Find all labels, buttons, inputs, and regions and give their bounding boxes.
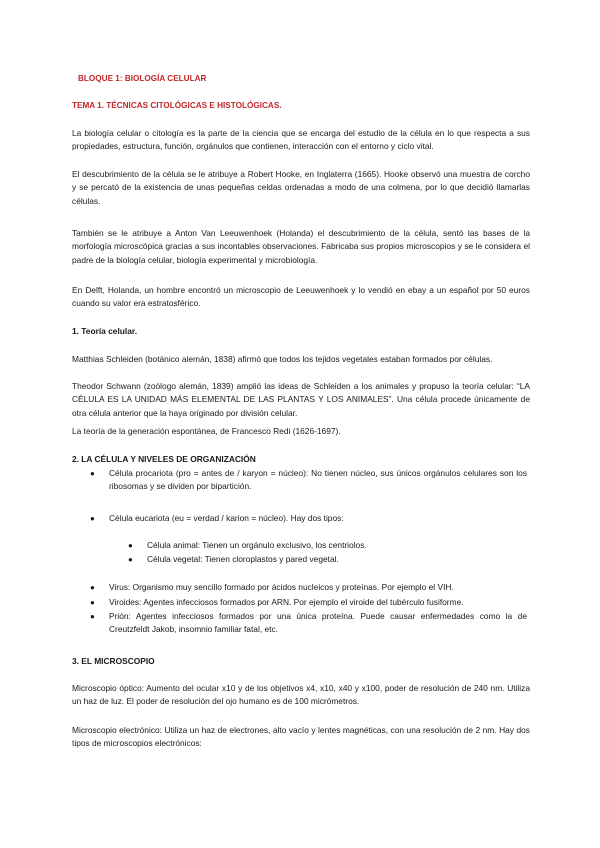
electronico-paragraph: Microscopio electrónico: Utiliza un haz de electrones, alto vacío y lentes magnéticas, con una resolución de 2 nm. Hay dos tipos de microscopios electrónicos: [72, 725, 530, 749]
procariota-text: Célula procariota (pro = antes de / karyon = núcleo): No tienen núcleo, sus únicos orgánulos celulares son los ribosomas y se dividen por bipartición. [109, 468, 527, 492]
block-title: BLOQUE 1: BIOLOGÍA CELULAR [78, 74, 207, 83]
list-item [90, 596, 527, 609]
prion-text: Prión: Agentes infecciosos formados por una única proteína. Puede causar enfermedades como la de Creutzfeldt Jakob, insomnio familiar fatal, etc. [109, 611, 527, 635]
bullet-icon: ● [90, 598, 95, 607]
leeuwenhoek-paragraph: También se le atribuye a Anton Van Leeuwenhoek (Holanda) el descubrimiento de la célula, sentó las bases de la morfología microscópica gracias a sus incontables observaciones. Fabricaba sus propios microscopios y se le considera el padre de la biología celular, biología experimental y microbiología. [72, 228, 530, 265]
redi-paragraph: La teoría de la generación espontánea, de Francesco Redi (1626-1697). [72, 426, 341, 436]
list-item [90, 467, 527, 494]
schleiden-paragraph: Matthias Schleiden (botánico alemán, 1838) afirmó que todos los tejidos vegetales estaban formados por células. [72, 354, 493, 364]
bullet-icon: ● [90, 583, 95, 592]
list-item [90, 610, 527, 637]
intro-paragraph: La biología celular o citología es la parte de la ciencia que se encarga del estudio de la célula en lo que respecta a sus propiedades, estructura, función, orgánulos que contienen, interacción con el entorno y ciclo vital. [72, 128, 530, 152]
section2-heading: 2. LA CÉLULA Y NIVELES DE ORGANIZACIÓN [72, 454, 256, 464]
section1-heading: 1. Teoría celular. [72, 326, 138, 336]
bullet-icon: ● [90, 469, 95, 478]
section3-heading: 3. EL MICROSCOPIO [72, 656, 155, 666]
eucariota-text: Célula eucariota (eu = verdad / karion = núcleo). Hay dos tipos: [109, 513, 344, 523]
hooke-paragraph: El descubrimiento de la célula se le atribuye a Robert Hooke, en Inglaterra (1665). Hooke observó una muestra de corcho y se percató de la existencia de unas pequeñas celdas ordenadas a modo de una colmena, por lo que decidió llamarlas células. [72, 169, 530, 206]
animal-text: Célula animal: Tienen un orgánulo exclusivo, los centriolos. [147, 540, 367, 550]
topic-title: TEMA 1. TÉCNICAS CITOLÓGICAS E HISTOLÓGICAS. [72, 101, 282, 110]
bullet-icon: ● [128, 541, 133, 550]
delft-paragraph: En Delft, Holanda, un hombre encontró un microscopio de Leeuwenhoek y lo vendió en ebay a un español por 50 euros cuando su valor era estratosférico. [72, 285, 530, 309]
virus-text: Virus: Organismo muy sencillo formado por ácidos nucleicos y proteínas. Por ejemplo el VIH. [109, 582, 454, 592]
bullet-icon: ● [90, 612, 95, 621]
schwann-paragraph: Theodor Schwann (zoólogo alemán, 1839) amplió las ideas de Schleiden a los animales y propuso la teoría celular: “LA CÉLULA ES LA UNIDAD MÁS ELEMENTAL DE LAS PLANTAS Y LOS ANIMALES”. Una célula procede únicamente de otra célula anterior que la haya originado por división celular. [72, 381, 530, 418]
optico-paragraph: Microscopio óptico: Aumento del ocular x10 y de los objetivos x4, x10, x40 y x100, poder de resolución de 240 nm. Utiliza un haz de luz. El poder de resolución del ojo humano es de 100 micrómetros. [72, 683, 530, 707]
bullet-icon: ● [90, 514, 95, 523]
list-item [128, 553, 527, 566]
list-item [90, 512, 527, 525]
bullet-icon: ● [128, 555, 133, 564]
list-item [128, 539, 527, 552]
vegetal-text: Célula vegetal: Tienen cloroplastos y pared vegetal. [147, 554, 339, 564]
list-item [90, 581, 527, 594]
viroides-text: Viroides: Agentes infecciosos formados por ARN. Por ejemplo el viroide del tubérculo fusiforme. [109, 597, 464, 607]
